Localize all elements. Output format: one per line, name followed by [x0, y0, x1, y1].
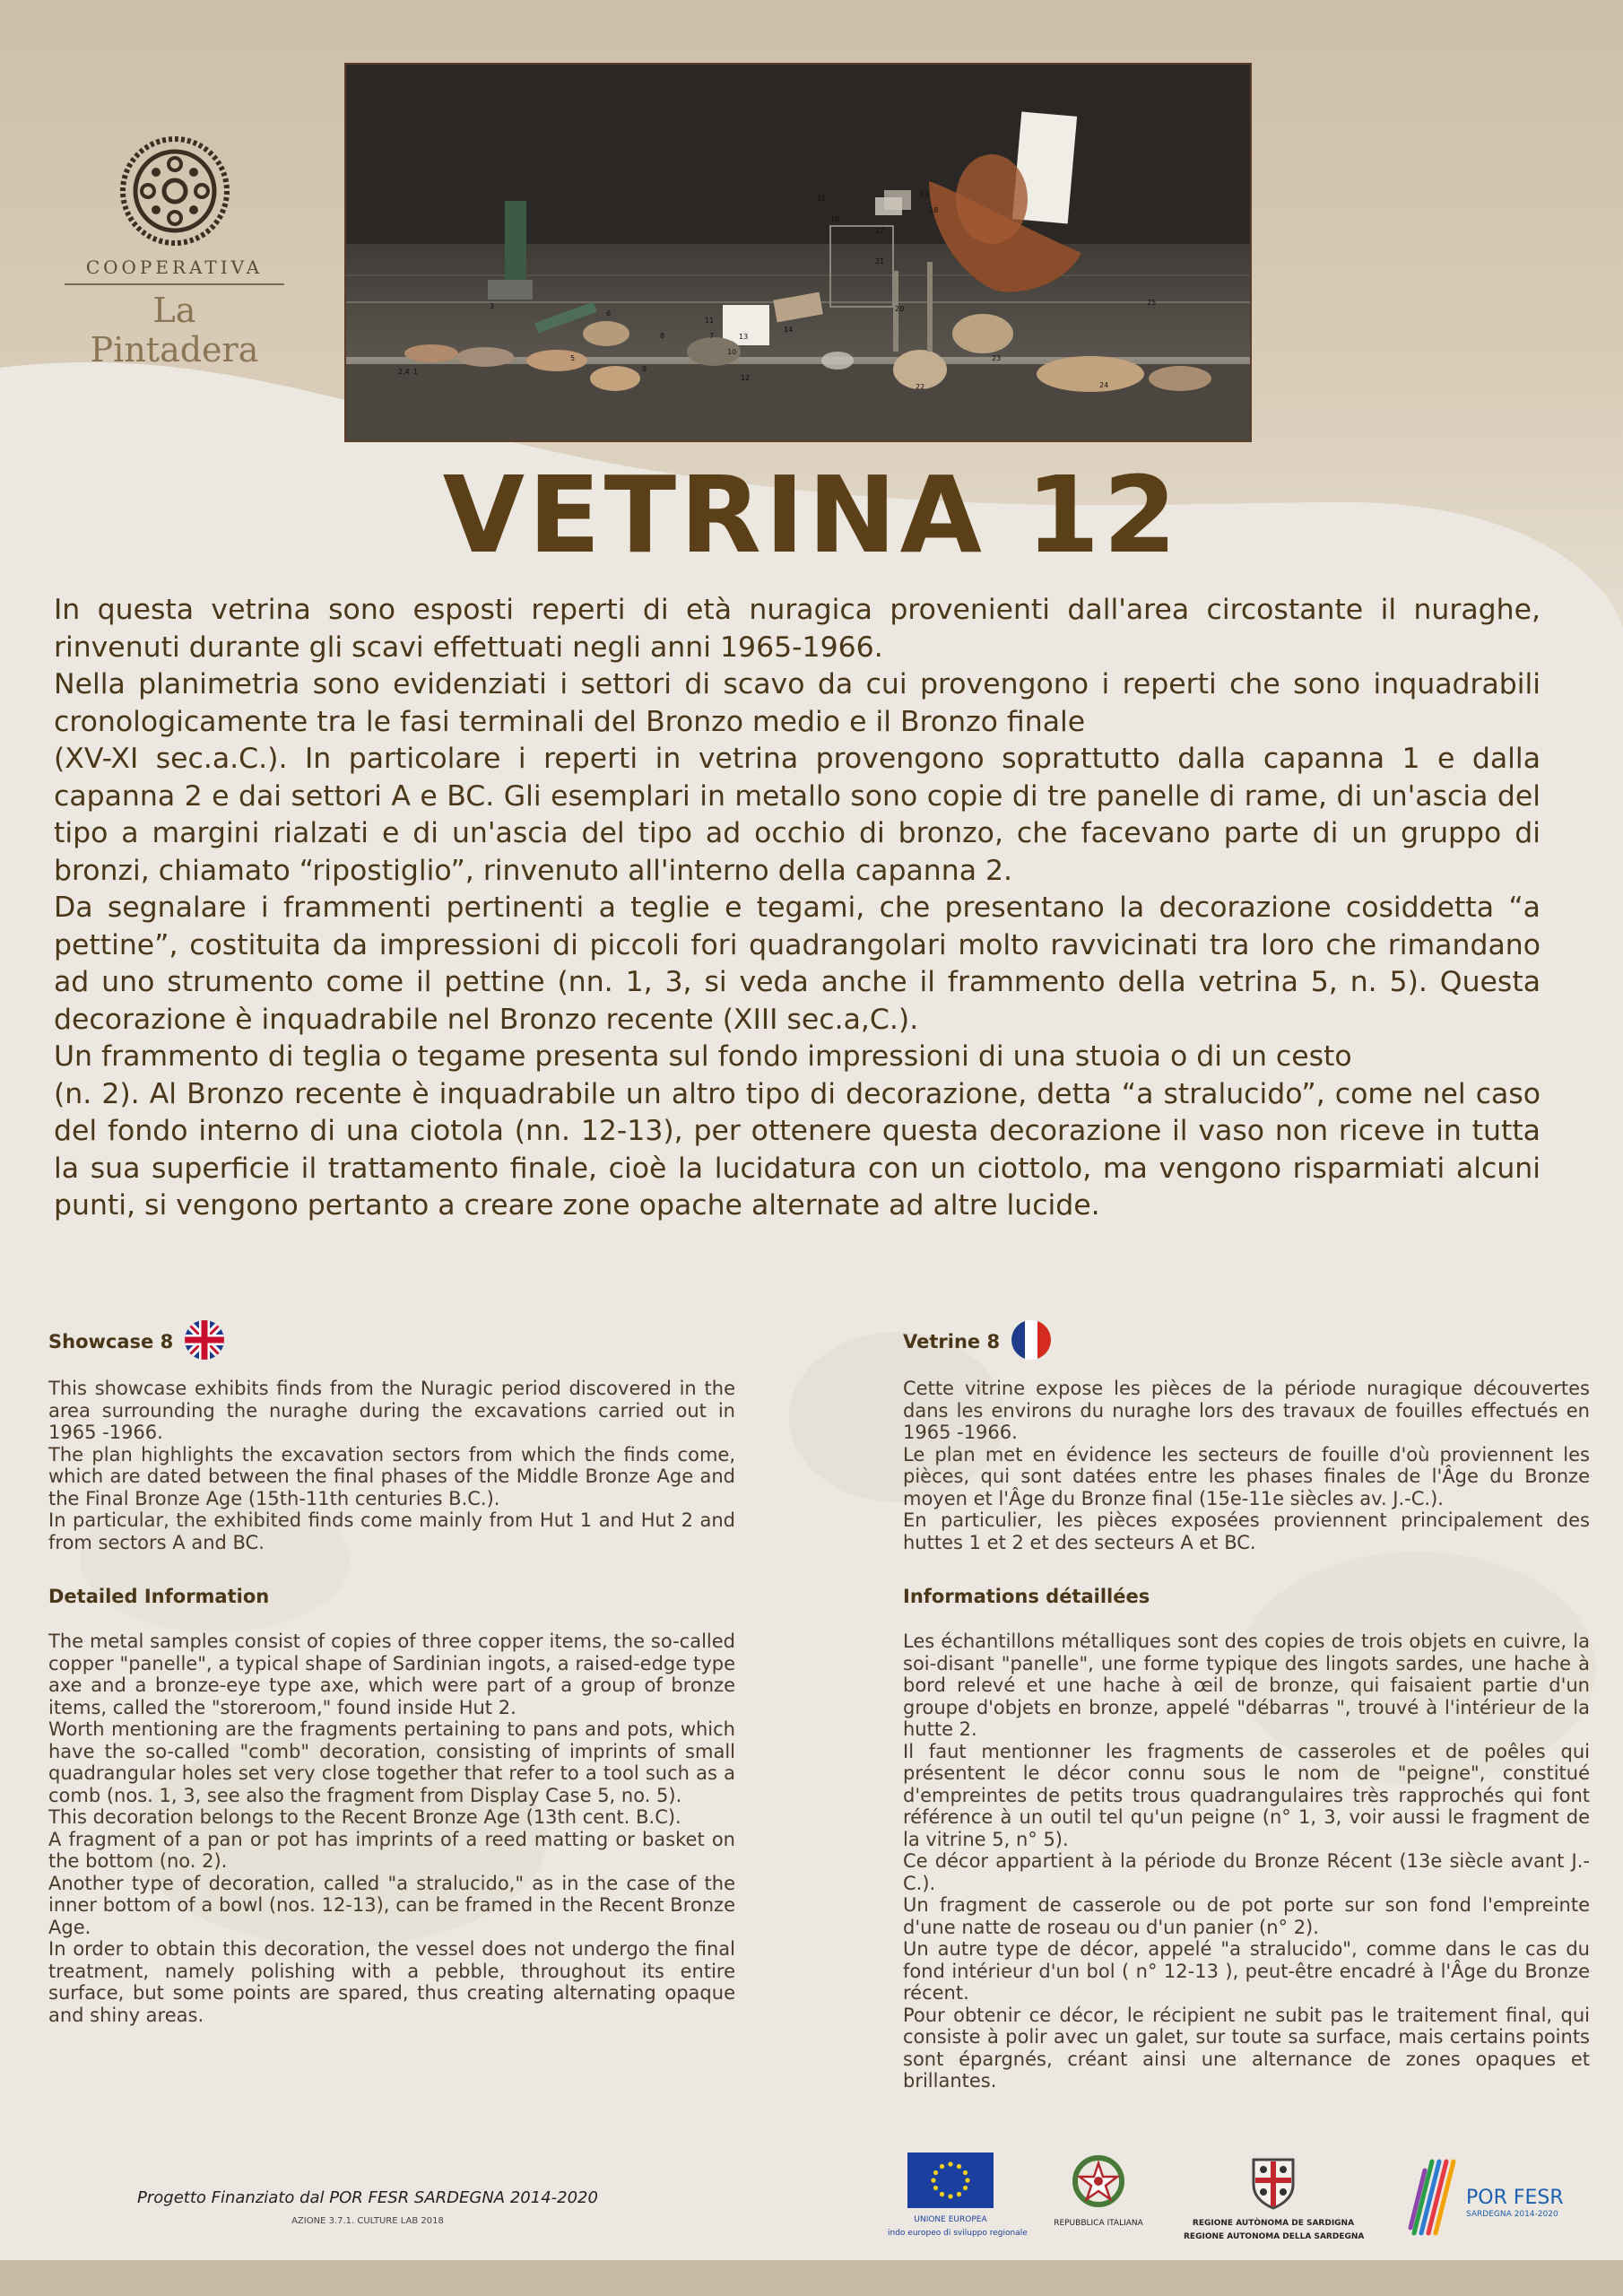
italian-paragraph: In questa vetrina sono esposti reperti di età nuragica provenienti dall'area circostante il nuraghe, rinvenuti durante gli scavi effettuati negli anni 1965-1966.: [54, 594, 1541, 664]
showcase-illustration: [346, 65, 1250, 440]
france-flag-icon: [1011, 1319, 1052, 1365]
english-heading: [48, 1318, 735, 1365]
item-number-label: 17: [875, 227, 885, 235]
french-intro-paragraph: Le plan met en évidence les secteurs de fouille d'où proviennent les pièces, qui sont datées entre les phases finales de l'Âge du Bronze moyen et l'Âge du Bronze final (15e-11e siècles av. J.-C.).: [903, 1443, 1590, 1509]
french-intro-paragraph: Cette vitrine expose les pièces de la période nuragique découvertes dans les environs du nuraghe lors des travaux de fouilles effectués en 1965 -1966.: [903, 1378, 1590, 1443]
english-detail-paragraph: Worth mentioning are the fragments pertaining to pans and pots, which have the so-called "comb" decoration, consisting of imprints of small quadrangular holes set very close together that refer to a tool such as a comb (nos. 1, 3, see also the fragment from Display Case 5, no. 5).: [48, 1718, 735, 1806]
item-number-label: 23: [992, 354, 1002, 362]
item-number-label: 3: [490, 302, 495, 310]
italian-paragraph: Da segnalare i frammenti pertinenti a teglie e tegami, che presentano la decorazione cosiddetta “a pettine”, costituita da impressioni di piccoli fori quadrangolari molto ravvicinati tra loro che rimandano ad uno strumento come il pettine (nn. 1, 3, si veda anche il frammento della vetrina 5, n. 5). Questa decorazione è inquadrabile nel Bronzo recente (XIII sec.a,C.).: [54, 891, 1541, 1036]
english-column: [48, 1318, 735, 2026]
italy-logo: [1045, 2152, 1152, 2229]
english-detail-paragraph: This decoration belongs to the Recent Bronze Age (13th cent. B.C).: [48, 1806, 681, 1828]
item-number-label: 22: [916, 383, 925, 391]
french-detail-paragraph: Il faut mentionner les fragments de casseroles et de poêles qui présentent le décor connu sous le nom de "peigne", constitué d'empreintes de petits trous quadrangulaires très rapprochés qui font référence à un outil tel qu'un peigne (n° 1, 3, voir aussi le fragment de la vitrine 5, n° 5).: [903, 1740, 1590, 1850]
english-detail-heading: Detailed Information: [48, 1586, 270, 1607]
eu-caption-sub: indo europeo di sviluppo regionale: [888, 2229, 1028, 2238]
item-number-label: 2,4: [398, 368, 410, 376]
french-detail-paragraph: Un fragment de casserole ou de pot porte sur son fond l'empreinte d'une natte de roseau ou d'un panier (n° 2).: [903, 1894, 1590, 1938]
item-number-label: 12: [741, 374, 751, 382]
item-number-label: 6: [606, 309, 612, 317]
italian-paragraph: (n. 2). Al Bronzo recente è inquadrabile un altro tipo di decorazione, detta “a stralucido”, come nel caso del fondo interno di una ciotola (nn. 12-13), per ottenere questa decorazione il vaso non riceve in tutta la sua superficie il trattamento finale, cioè la lucidatura con un ciottolo, ma vengono risparmiati alcuni punti, si vengono pertanto a creare zone opache alternate ad altre lucide.: [54, 1077, 1541, 1222]
french-heading: [903, 1318, 1590, 1365]
italy-caption: REPUBBLICA ITALIANA: [1054, 2219, 1143, 2228]
item-number-label: 5: [570, 354, 576, 362]
sardegna-caption-2: REGIONE AUTONOMA DELLA SARDEGNA: [1184, 2232, 1365, 2241]
footer-band: [0, 2260, 1623, 2296]
item-number-label: 10: [727, 348, 737, 356]
uk-flag-icon: [184, 1319, 225, 1365]
item-number-label: 1: [413, 368, 419, 376]
french-column: [903, 1318, 1590, 2092]
french-detail-paragraph: Ce décor appartient à la période du Bronze Récent (13e siècle avant J.-C.).: [903, 1850, 1590, 1894]
french-heading-text: Vetrine 8: [903, 1331, 1001, 1352]
italian-paragraph: Nella planimetria sono evidenziati i settori di scavo da cui provengono i reperti che sono inquadrabili cronologicamente tra le fasi terminali del Bronzo medio e il Bronzo finale: [54, 668, 1541, 738]
french-detail-paragraph: Pour obtenir ce décor, le récipient ne subit pas le traitement final, qui consiste à polir avec un galet, sur toute sa surface, mais certains points sont épargnés, créant ainsi une alternance de zones opaques et brillantes.: [903, 2004, 1590, 2092]
french-intro-paragraph: En particulier, les pièces exposées proviennent principalement des huttes 1 et 2 et des secteurs A et BC.: [903, 1509, 1590, 1553]
english-detail-paragraph: Another type of decoration, called "a stralucido," as in the case of the inner bottom of a bowl (nos. 12-13), can be framed in the Recent Bronze Age.: [48, 1872, 735, 1938]
item-number-label: 18: [929, 206, 939, 214]
por-fesr-text: POR FESR: [1466, 2187, 1564, 2209]
item-number-label: 7: [709, 332, 715, 340]
item-number-label: 24: [1099, 381, 1109, 389]
item-number-label: 11: [705, 317, 715, 325]
item-number-label: 19: [920, 191, 930, 199]
eu-logo: [888, 2152, 1028, 2239]
italian-emblem-icon: [1072, 2152, 1125, 2212]
item-number-label: 9: [642, 365, 647, 373]
english-heading-text: Showcase 8: [48, 1331, 174, 1352]
item-number-label: 14: [784, 326, 794, 334]
showcase-photo: [344, 63, 1252, 442]
cooperative-logo: [65, 135, 284, 370]
item-number-label: 25: [1147, 299, 1157, 307]
logo-line-cooperativa: COOPERATIVA: [85, 257, 264, 278]
azione-text: AZIONE 3.7.1. CULTURE LAB 2018: [291, 2216, 444, 2226]
por-fesr-logo: [1403, 2152, 1565, 2242]
logo-divider: [65, 283, 284, 285]
italian-text-block: [54, 592, 1541, 1225]
project-funding-text: Progetto Finanziato dal POR FESR SARDEGNA 2014-2020: [137, 2188, 598, 2207]
french-detail-paragraph: Un autre type de décor, appelé "a stralucido", comme dans le cas du fond intérieur d'un bol ( n° 12-13 ), peut-être encadré à l'Âge du Bronze récent.: [903, 1938, 1590, 2004]
item-number-label: 20: [895, 305, 905, 313]
english-detail-paragraph: The metal samples consist of copies of three copper items, the so-called copper "panelle", a typical shape of Sardinian ingots, a raised-edge type axe and a bronze-eye type axe, which were part of a group of bronze items, called the "storeroom," found inside Hut 2.: [48, 1631, 735, 1718]
pintadera-icon: [118, 135, 231, 248]
item-number-label: 16: [830, 215, 840, 223]
english-intro-paragraph: The plan highlights the excavation sectors from which the finds come, which are dated between the final phases of the Middle Bronze Age and the Final Bronze Age (15th-11th centuries B.C.).: [48, 1443, 735, 1509]
item-number-label: 8: [660, 332, 665, 340]
english-intro-paragraph: This showcase exhibits finds from the Nuragic period discovered in the area surrounding the nuraghe during the excavations carried out in 1965 -1966.: [48, 1378, 735, 1443]
por-fesr-subtext: SARDEGNA 2014-2020: [1466, 2210, 1558, 2219]
funding-statement: [135, 2188, 601, 2226]
sardegna-caption-1: REGIONE AUTÒNOMA DE SARDIGNA: [1192, 2219, 1355, 2228]
italian-paragraph: Un frammento di teglia o tegame presenta sul fondo impressioni di una stuoia o di un cesto: [54, 1040, 1352, 1073]
page-title: VETRINA 12: [442, 453, 1181, 577]
eu-flag-icon: [907, 2152, 994, 2208]
italian-paragraph: (XV-XI sec.a.C.). In particolare i reperti in vetrina provengono soprattutto dalla capanna 1 e dalla capanna 2 e dai settori A e BC. Gli esemplari in metallo sono copie di tre panelle di rame, di un'ascia del tipo a margini rialzati e di un'ascia del tipo ad occhio di bronzo, che facevano parte di un gruppo di bronzi, chiamato “ripostiglio”, rinvenuto all'interno della capanna 2.: [54, 743, 1541, 887]
por-fesr-stripes-icon: [1403, 2152, 1466, 2242]
english-detail-paragraph: A fragment of a pan or pot has imprints of a reed matting or basket on the bottom (no. 2).: [48, 1828, 735, 1872]
item-number-label: 21: [875, 257, 885, 265]
sardegna-logo: [1184, 2152, 1363, 2242]
english-detail-paragraph: In order to obtain this decoration, the vessel does not undergo the final treatment, namely polishing with a pebble, throughout its entire surface, but some points are spared, thus creating alternating opaque and shiny areas.: [48, 1938, 735, 2026]
french-detail-heading: Informations détaillées: [903, 1586, 1150, 1607]
item-number-label: 13: [739, 333, 749, 341]
english-intro-paragraph: In particular, the exhibited finds come mainly from Hut 1 and Hut 2 and from sectors A and BC.: [48, 1509, 735, 1553]
item-number-label: 15: [817, 195, 827, 203]
eu-caption: UNIONE EUROPEA: [914, 2215, 987, 2224]
sardinia-coat-of-arms-icon: [1246, 2152, 1300, 2212]
french-detail-paragraph: Les échantillons métalliques sont des copies de trois objets en cuivre, la soi-disant "panelle", une forme typique des lingots sardes, une hache à bord relevé et une hache à œil de bronze, qui faisaient partie d'un groupe d'objets en bronze, appelé "débarras ", trouvé à l'intérieur de la hutte 2.: [903, 1631, 1590, 1740]
logo-line-name: La Pintadera: [90, 291, 259, 370]
